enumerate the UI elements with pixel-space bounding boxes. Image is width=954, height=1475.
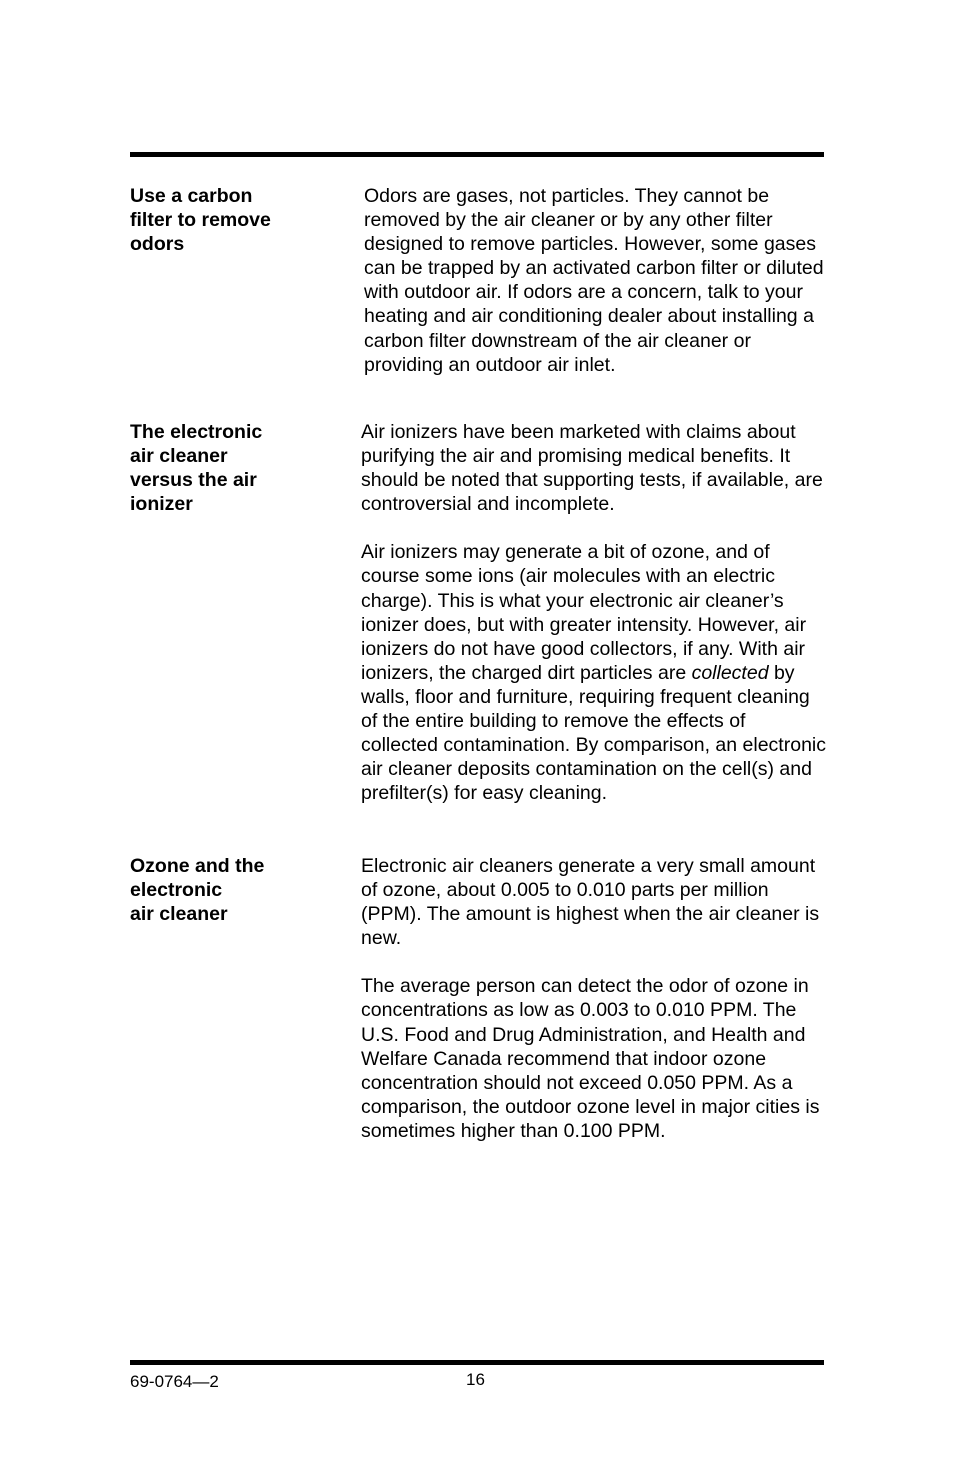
section-heading: Use a carbon filter to remove odors xyxy=(130,185,271,255)
paragraph: The average person can detect the odor of ozone in concentrations as low as 0.003 to 0.010 PPM. The U.S. Food and Drug Administration, and Health and Welfare Canada recommend that indoor ozone concentration should not exceed 0.050 PPM. As a comparison, the outdoor ozone level in major cities is sometimes higher than 0.100 PPM. xyxy=(361,975,820,1142)
page-number: 16 xyxy=(466,1370,485,1389)
section-body xyxy=(361,854,827,1143)
paragraph: Odors are gases, not particles. They cannot be removed by the air cleaner or by any other filter designed to remove particles. However, some gases can be trapped by an activated carbon filter or diluted with outdoor air. If odors are a concern, talk to your heating and air conditioning dealer about installing a carbon filter downstream of the air cleaner or providing an outdoor air inlet. xyxy=(364,185,824,376)
document-number: 69-0764—2 xyxy=(130,1372,219,1391)
section-heading: Ozone and the electronic air cleaner xyxy=(130,855,265,925)
section-body xyxy=(361,420,827,805)
top-rule xyxy=(130,152,824,157)
paragraph: Electronic air cleaners generate a very small amount of ozone, about 0.005 to 0.010 parts per million (PPM). The amount is highest when the air cleaner is new. xyxy=(361,855,820,950)
bottom-rule xyxy=(130,1360,824,1365)
section-body xyxy=(364,184,830,377)
paragraph: Air ionizers have been marketed with claims about purifying the air and promising medical benefits. It should be noted that supporting tests, if available, are controversial and incomplete. xyxy=(361,421,823,516)
emphasis-text: collected xyxy=(691,661,769,684)
section-heading: The electronic air cleaner versus the air ionizer xyxy=(130,421,263,515)
paragraph-text: Air ionizers may generate a bit of ozone, and of course some ions (air molecules with an electric charge). This is what your electronic air cleaner’s ionizer does, but with greater intensity. However, air ionizers do not have good collectors, if any. With air ionizers, the charged dirt particles are xyxy=(361,541,807,684)
paragraph-text: by walls, floor and furniture, requiring frequent cleaning of the entire building to remove the effects of collected contamination. By comparison, an electronic air cleaner deposits contamination on the cell(s) and prefilter(s) for easy cleaning. xyxy=(361,661,826,805)
paragraph xyxy=(361,540,827,805)
